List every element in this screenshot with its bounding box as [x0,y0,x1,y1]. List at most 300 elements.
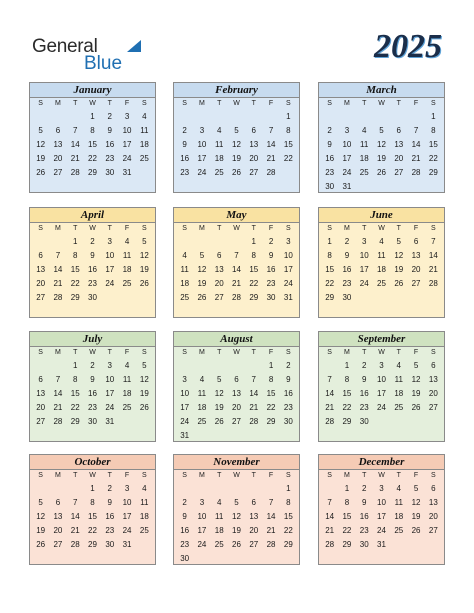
day-cell: 1 [327,237,332,246]
day-cell: 23 [180,540,190,549]
day-cell: 9 [90,251,95,260]
weekday-label: T [362,225,367,232]
day-cell: 7 [327,375,332,384]
weekday-header [30,98,155,110]
week-row [319,415,444,429]
weekday-label: W [233,472,240,479]
day-cell: 9 [327,140,332,149]
day-cell: 1 [268,361,274,370]
empty-day-cell [193,359,210,373]
day-cell: 16 [88,265,97,274]
month-october [29,454,156,565]
empty-day-cell [49,482,66,496]
day-cell: 12 [232,140,241,149]
weekday-label: T [217,225,222,232]
day-cell: 25 [139,526,149,535]
day-cell: 25 [377,279,386,288]
week-row [319,166,444,180]
day-cell: 17 [342,154,352,163]
week-row [30,291,155,305]
day-cell: 20 [428,512,438,521]
empty-day-cell [32,110,49,124]
day-cell: 2 [361,361,367,370]
day-cell: 18 [359,154,369,163]
day-cell: 12 [411,498,421,507]
day-cell: 1 [344,361,350,370]
empty-day-cell [228,235,245,249]
day-cell: 12 [197,265,207,274]
day-cell: 28 [53,417,63,426]
empty-day-cell [390,291,407,305]
day-cell: 28 [428,279,438,288]
day-cell: 22 [342,526,352,535]
day-cell: 15 [88,140,97,149]
day-cell: 13 [232,389,241,398]
month-title: February [174,83,299,98]
day-cell: 2 [182,126,187,135]
month-november [173,454,300,565]
day-cell: 16 [180,154,190,163]
week-row [319,277,444,291]
day-cell: 8 [72,375,78,384]
day-cell: 31 [377,540,386,549]
weekday-header [319,98,444,110]
day-cell: 8 [251,251,256,260]
day-cell: 10 [342,140,352,149]
day-cell: 3 [124,484,130,493]
weekday-label: S [286,472,291,479]
week-row [30,415,155,429]
day-cell: 25 [122,403,132,412]
empty-day-cell [67,110,84,124]
empty-day-cell [211,235,228,249]
weekday-label: M [199,472,205,479]
empty-day-cell [176,482,193,496]
week-row [30,359,155,373]
day-cell: 2 [107,112,112,121]
day-cell: 22 [70,279,80,288]
day-cell: 29 [88,540,97,549]
day-cell: 19 [232,526,241,535]
empty-day-cell [49,235,66,249]
day-cell: 11 [140,498,149,507]
day-cell: 16 [180,526,190,535]
day-cell: 5 [216,375,222,384]
day-cell: 14 [266,512,276,521]
empty-day-cell [425,291,442,305]
empty-day-cell [176,359,193,373]
day-cell: 20 [232,403,241,412]
day-cell: 20 [36,403,46,412]
empty-day-cell [280,552,297,566]
month-january [29,82,156,193]
day-cell: 5 [234,126,239,135]
day-cell: 7 [268,126,274,135]
empty-day-cell [136,166,153,180]
weekday-label: W [378,100,385,107]
day-cell: 7 [55,251,61,260]
day-cell: 4 [182,251,187,260]
day-cell: 19 [232,154,241,163]
weekday-header [174,347,299,359]
day-cell: 15 [283,512,293,521]
day-cell: 8 [268,375,274,384]
weekday-label: S [38,225,43,232]
day-cell: 5 [413,361,419,370]
weekday-label: S [431,472,436,479]
day-cell: 26 [197,293,207,302]
week-row [319,110,444,124]
empty-day-cell [321,482,338,496]
week-row [174,359,299,373]
week-row [174,387,299,401]
empty-day-cell [338,110,355,124]
calendar-year: 2025 [374,28,442,65]
day-cell: 13 [36,265,46,274]
weekday-label: T [107,349,112,356]
day-cell: 18 [377,265,386,274]
day-cell: 17 [197,526,207,535]
day-cell: 28 [249,417,259,426]
day-cell: 5 [142,237,147,246]
day-cell: 10 [377,498,386,507]
day-cell: 8 [72,251,78,260]
day-cell: 7 [234,251,239,260]
day-cell: 19 [139,389,149,398]
weekday-label: M [344,349,350,356]
day-cell: 2 [361,484,367,493]
week-row [30,496,155,510]
day-cell: 2 [90,361,95,370]
day-cell: 8 [90,126,95,135]
day-cell: 29 [325,293,335,302]
day-cell: 19 [214,403,224,412]
week-row [174,138,299,152]
month-september [318,331,445,442]
day-cell: 30 [359,417,369,426]
day-cell: 13 [214,265,224,274]
week-row [30,538,155,552]
day-cell: 10 [283,251,293,260]
weekday-label: S [286,225,291,232]
day-cell: 19 [36,154,46,163]
day-cell: 20 [428,389,438,398]
day-cell: 3 [199,126,205,135]
day-cell: 11 [215,512,224,521]
day-cell: 6 [38,251,43,260]
day-cell: 17 [105,265,115,274]
day-cell: 17 [377,512,386,521]
weekday-label: S [286,349,291,356]
week-row [30,110,155,124]
week-row [174,373,299,387]
week-row [174,263,299,277]
day-cell: 24 [377,403,386,412]
week-row [30,277,155,291]
week-row [319,291,444,305]
weekday-label: S [327,100,332,107]
day-cell: 22 [88,526,97,535]
day-cell: 17 [122,140,132,149]
empty-day-cell [373,180,390,194]
weekday-label: F [124,100,130,107]
day-cell: 13 [53,140,63,149]
day-cell: 25 [214,540,224,549]
weekday-label: T [396,100,401,107]
day-cell: 15 [88,512,97,521]
day-cell: 27 [428,526,438,535]
month-title: March [319,83,444,98]
day-cell: 6 [431,484,436,493]
month-title: June [319,208,444,223]
day-cell: 4 [216,126,222,135]
empty-day-cell [211,429,228,443]
day-cell: 11 [360,140,369,149]
day-cell: 22 [70,403,80,412]
day-cell: 14 [232,265,241,274]
weekday-header [174,223,299,235]
day-cell: 7 [72,126,78,135]
week-row [30,510,155,524]
day-cell: 6 [396,126,401,135]
day-cell: 12 [411,375,421,384]
week-row [174,152,299,166]
day-cell: 9 [361,375,367,384]
weekday-label: S [182,100,187,107]
day-cell: 12 [394,251,404,260]
day-cell: 8 [431,126,436,135]
week-row [319,373,444,387]
day-cell: 9 [344,251,350,260]
weekday-label: T [362,100,367,107]
weekday-label: S [286,100,291,107]
day-cell: 30 [359,540,369,549]
weekday-label: S [327,225,332,232]
day-cell: 30 [105,540,115,549]
weekday-label: S [431,349,436,356]
day-cell: 3 [379,361,384,370]
day-cell: 19 [139,265,149,274]
weekday-label: M [55,349,61,356]
day-cell: 8 [344,498,350,507]
day-cell: 30 [180,554,190,563]
week-row [319,510,444,524]
weekday-label: M [55,225,61,232]
week-row [174,429,299,443]
day-cell: 17 [122,512,132,521]
empty-day-cell [245,110,262,124]
day-cell: 21 [266,526,276,535]
day-cell: 28 [266,168,276,177]
weekday-label: M [55,472,61,479]
day-cell: 28 [411,168,421,177]
day-cell: 1 [344,484,350,493]
day-cell: 28 [232,293,241,302]
week-row [30,524,155,538]
month-title: November [174,455,299,470]
weekday-label: F [268,100,274,107]
day-cell: 2 [286,361,291,370]
day-cell: 15 [428,140,438,149]
week-row [174,166,299,180]
day-cell: 21 [266,154,276,163]
weekday-label: W [89,100,96,107]
day-cell: 19 [411,512,421,521]
day-cell: 21 [428,265,438,274]
weekday-label: M [199,225,205,232]
day-cell: 12 [232,512,241,521]
day-cell: 23 [325,168,335,177]
week-row [174,235,299,249]
day-cell: 16 [105,512,115,521]
weekday-label: S [182,225,187,232]
day-cell: 14 [266,140,276,149]
weekday-label: T [217,100,222,107]
day-cell: 6 [38,375,43,384]
weekday-label: T [396,472,401,479]
empty-day-cell [425,538,442,552]
day-cell: 9 [268,251,274,260]
empty-day-cell [136,415,153,429]
empty-day-cell [118,291,135,305]
day-cell: 10 [377,375,386,384]
empty-day-cell [176,235,193,249]
day-cell: 27 [249,540,259,549]
day-cell: 29 [70,293,80,302]
weekday-label: M [344,100,350,107]
day-cell: 11 [197,389,207,398]
day-cell: 15 [249,265,259,274]
day-cell: 21 [249,403,259,412]
empty-day-cell [245,552,262,566]
week-row [30,138,155,152]
day-cell: 10 [105,375,115,384]
week-row [30,249,155,263]
week-row [319,263,444,277]
empty-day-cell [356,180,373,194]
day-cell: 22 [249,279,259,288]
day-cell: 17 [283,265,293,274]
day-cell: 22 [325,279,335,288]
empty-day-cell [245,429,262,443]
day-cell: 2 [327,126,332,135]
day-cell: 15 [342,389,352,398]
weekday-label: W [378,349,385,356]
weekday-label: S [142,100,147,107]
day-cell: 4 [124,237,130,246]
month-title: May [174,208,299,223]
day-cell: 16 [283,389,293,398]
day-cell: 25 [394,526,404,535]
weekday-label: F [413,100,419,107]
weekday-label: T [396,349,401,356]
empty-day-cell [101,291,118,305]
day-cell: 29 [249,293,259,302]
empty-day-cell [32,482,49,496]
month-title: December [319,455,444,470]
day-cell: 6 [55,126,61,135]
day-cell: 13 [249,512,259,521]
empty-day-cell [67,482,84,496]
week-row [174,277,299,291]
day-cell: 27 [36,417,46,426]
day-cell: 26 [232,168,241,177]
day-cell: 28 [53,293,63,302]
day-cell: 18 [139,140,149,149]
week-row [319,235,444,249]
day-cell: 24 [105,403,115,412]
empty-day-cell [228,552,245,566]
day-cell: 8 [90,498,95,507]
weekday-label: S [327,472,332,479]
weekday-label: F [124,225,130,232]
day-cell: 20 [214,279,224,288]
day-cell: 20 [394,154,404,163]
day-cell: 5 [199,251,205,260]
day-cell: 15 [266,389,276,398]
weekday-label: S [142,472,147,479]
day-cell: 17 [180,403,190,412]
week-row [319,152,444,166]
day-cell: 9 [182,140,187,149]
day-cell: 16 [266,265,276,274]
day-cell: 20 [36,279,46,288]
day-cell: 1 [90,112,95,121]
weekday-label: S [327,349,332,356]
day-cell: 14 [53,265,63,274]
weekday-header [319,347,444,359]
weekday-label: S [431,225,436,232]
weekday-label: S [142,349,147,356]
day-cell: 17 [377,389,386,398]
weekday-label: T [73,100,78,107]
empty-day-cell [390,180,407,194]
week-row [174,110,299,124]
day-cell: 19 [394,265,404,274]
day-cell: 3 [379,484,384,493]
week-row [319,401,444,415]
day-cell: 30 [88,417,97,426]
day-cell: 2 [344,237,350,246]
day-cell: 1 [286,112,291,121]
day-cell: 21 [53,279,63,288]
month-february [173,82,300,193]
weekday-label: T [107,472,112,479]
day-cell: 3 [124,112,130,121]
day-cell: 1 [251,237,256,246]
weekday-label: S [182,472,187,479]
weekday-label: W [233,100,240,107]
day-cell: 27 [232,417,241,426]
day-cell: 21 [325,403,335,412]
day-cell: 15 [325,265,335,274]
day-cell: 4 [379,237,384,246]
day-cell: 1 [72,237,78,246]
day-cell: 18 [122,265,132,274]
day-cell: 30 [342,293,352,302]
day-cell: 24 [342,168,352,177]
day-cell: 17 [197,154,207,163]
day-cell: 10 [122,126,132,135]
day-cell: 17 [105,389,115,398]
weekday-header [319,470,444,482]
day-cell: 24 [377,526,386,535]
weekday-label: T [251,472,256,479]
weekday-label: T [251,349,256,356]
weekday-label: F [413,472,419,479]
day-cell: 26 [232,540,241,549]
day-cell: 4 [142,484,147,493]
